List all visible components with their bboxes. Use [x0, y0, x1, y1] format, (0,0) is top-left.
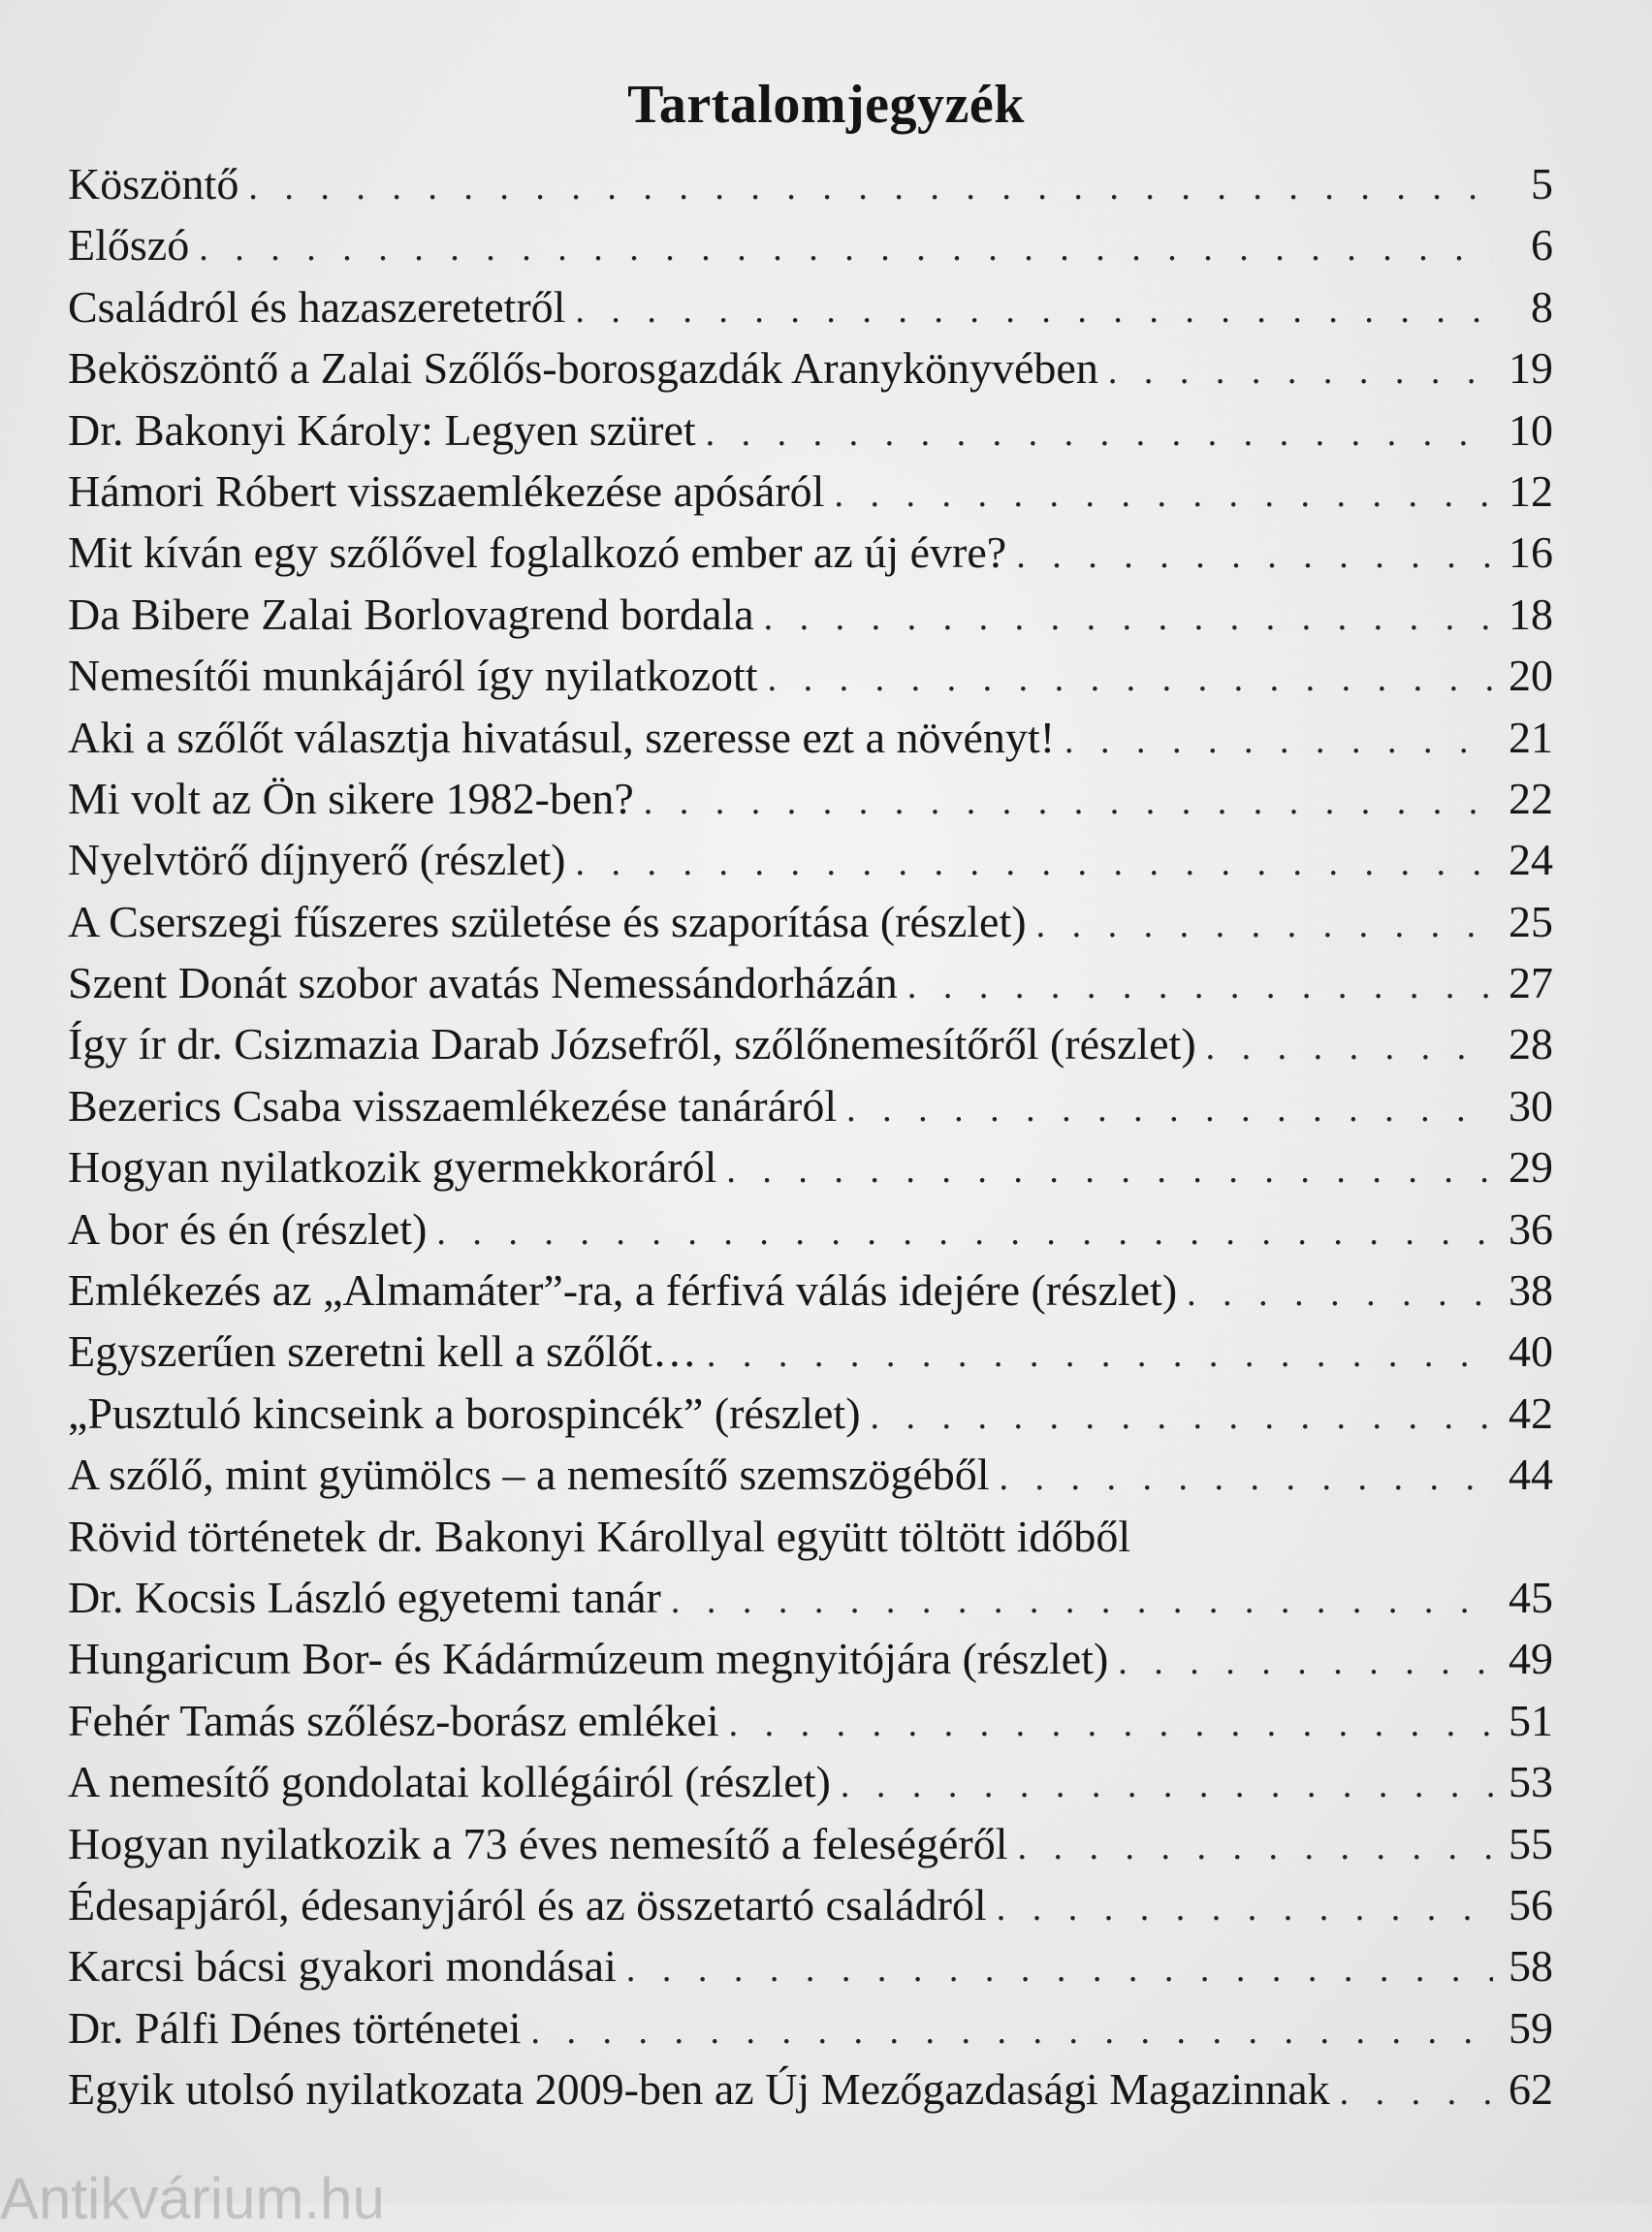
- toc-entry-title: Emlékezés az „Almamáter”-ra, a férfivá válás idejére (részlet): [68, 1265, 1178, 1316]
- toc-entry-title: Hogyan nyilatkozik a 73 éves nemesítő a feleségéről: [68, 1818, 1008, 1868]
- dot-leader: [1018, 1817, 1493, 1878]
- dot-leader: [841, 1755, 1493, 1816]
- toc-entry-title: Így ír dr. Csizmazia Darab Józsefről, szőlőnemesítőről (részlet): [68, 1019, 1196, 1069]
- toc-entry-page: 59: [1509, 2002, 1553, 2053]
- toc-entry-title: A Cserszegi fűszeres születése és szaporítása (részlet): [68, 896, 1027, 946]
- toc-entry-page: 6: [1531, 220, 1553, 271]
- toc-entry-page: 44: [1509, 1450, 1553, 1500]
- toc-entry-title: Da Bibere Zalai Borlovagrend bordala: [68, 589, 754, 639]
- dot-leader: [1206, 1017, 1493, 1078]
- dot-leader: [575, 280, 1493, 341]
- toc-entry-page: 19: [1509, 343, 1553, 394]
- toc-entry-title: Bezerics Csaba visszaemlékezése tanáráról: [68, 1080, 838, 1131]
- toc-entry: [68, 1813, 1553, 1874]
- toc-entry-title: Családról és hazaszeretetről: [68, 281, 566, 332]
- toc-entry: [68, 1136, 1553, 1197]
- toc-entry-title: Egyszerűen szeretni kell a szőlőt…: [68, 1326, 697, 1377]
- toc-entry-title: A szőlő, mint gyümölcs – a nemesítő szemszögéből: [68, 1450, 990, 1500]
- toc-entry: [68, 1444, 1553, 1505]
- toc-entry: [68, 1997, 1553, 2058]
- toc-entry-title: Karcsi bácsi gyakori mondásai: [68, 1941, 617, 1992]
- dot-leader: [1064, 711, 1493, 772]
- toc-entry: [68, 1383, 1553, 1444]
- toc-entry-page: 53: [1509, 1757, 1553, 1807]
- toc-entry: [68, 584, 1553, 645]
- toc-entry-title: Dr. Bakonyi Károly: Legyen szüret: [68, 404, 696, 455]
- toc-entry: [68, 1013, 1553, 1074]
- toc-entry: [68, 522, 1553, 583]
- toc-entry: [68, 952, 1553, 1013]
- toc-entry-title: Fehér Tamás szőlész-borász emlékei: [68, 1695, 719, 1745]
- dot-leader: [531, 2001, 1493, 2062]
- dot-leader: [1187, 1263, 1493, 1324]
- toc-entry-heading: [68, 1506, 1553, 1567]
- toc-entry: [68, 1751, 1553, 1812]
- toc-entry-page: 42: [1509, 1387, 1553, 1438]
- toc-entry: [68, 891, 1553, 952]
- dot-leader: [764, 588, 1493, 649]
- toc-entry-title: Mit kíván egy szőlővel foglalkozó ember az új évre?: [68, 527, 1007, 578]
- toc-entry-page: 40: [1509, 1326, 1553, 1377]
- dot-leader: [726, 1140, 1493, 1201]
- toc-entry-page: 12: [1509, 465, 1553, 516]
- toc-entry: [68, 337, 1553, 399]
- dot-leader: [248, 157, 1493, 218]
- dot-leader: [706, 403, 1493, 464]
- toc-entry-title: Hungaricum Bor- és Kádármúzeum megnyitójára (részlet): [68, 1634, 1109, 1684]
- dot-leader: [729, 1694, 1493, 1755]
- toc-entry: [68, 1690, 1553, 1751]
- toc-entry-title: Előszó: [68, 220, 190, 271]
- dot-leader: [626, 1939, 1493, 2000]
- dot-leader: [997, 1878, 1493, 1939]
- dot-leader: [1340, 2062, 1493, 2123]
- toc-entry: [68, 1874, 1553, 1935]
- toc-entry: [68, 1075, 1553, 1136]
- toc-entry-title: Édesapjáról, édesanyjáról és az összetartó családról: [68, 1879, 987, 1929]
- toc-entry: [68, 2058, 1553, 2120]
- toc-entry-page: 56: [1509, 1879, 1553, 1929]
- toc-entry-page: 5: [1531, 159, 1553, 208]
- dot-leader: [834, 464, 1493, 526]
- dot-leader: [644, 772, 1493, 833]
- toc-entry-page: 16: [1509, 527, 1553, 578]
- toc-entry-page: 51: [1509, 1695, 1553, 1745]
- toc-entry: [68, 1321, 1553, 1382]
- toc-entry: [68, 645, 1553, 706]
- dot-leader: [1000, 1448, 1493, 1509]
- toc-entry-title: Nemesítői munkájáról így nyilatkozott: [68, 651, 758, 701]
- toc-entry-page: 36: [1509, 1203, 1553, 1254]
- dot-leader: [907, 956, 1493, 1017]
- toc-entry-page: 24: [1509, 835, 1553, 885]
- dot-leader: [871, 1387, 1493, 1448]
- watermark: Antikvárium.hu: [0, 2166, 385, 2231]
- dot-leader: [575, 833, 1493, 894]
- dot-leader: [768, 649, 1493, 710]
- dot-leader: [707, 1324, 1493, 1386]
- toc-entry: [68, 1259, 1553, 1321]
- toc-entry: [68, 399, 1553, 461]
- dot-leader: [1118, 1632, 1493, 1693]
- toc-entry-title: A bor és én (részlet): [68, 1203, 428, 1254]
- toc-entry: [68, 1567, 1553, 1628]
- toc-entry: [68, 214, 1553, 275]
- toc-entry-page: 18: [1509, 589, 1553, 639]
- toc-entry-title: Dr. Pálfi Dénes történetei: [68, 2002, 522, 2053]
- toc-entry: [68, 707, 1553, 768]
- toc-entry-title: Beköszöntő a Zalai Szőlős-borosgazdák Aranykönyvében: [68, 343, 1098, 394]
- toc-entry-page: 27: [1509, 958, 1553, 1008]
- toc-entry-page: 22: [1509, 773, 1553, 823]
- toc-entry-title: Egyik utolsó nyilatkozata 2009-ben az Új Mezőgazdasági Magazinnak: [68, 2064, 1330, 2115]
- toc-entry-title: Aki a szőlőt választja hivatásul, szeresse ezt a növényt!: [68, 712, 1056, 762]
- dot-leader: [1036, 895, 1493, 956]
- toc-entry: [68, 1198, 1553, 1259]
- toc-entry-page: 10: [1509, 404, 1553, 455]
- toc-entry-page: 20: [1509, 651, 1553, 701]
- toc-entry: [68, 461, 1553, 522]
- toc-entry-title: Dr. Kocsis László egyetemi tanár: [68, 1572, 661, 1622]
- toc-entry-page: 55: [1509, 1818, 1553, 1868]
- dot-leader: [1108, 341, 1493, 402]
- toc-entry-title: Rövid történetek dr. Bakonyi Károllyal együtt töltött időből: [68, 1511, 1131, 1561]
- toc-entry-page: 58: [1509, 1941, 1553, 1992]
- dot-leader: [199, 218, 1493, 279]
- page-title: Tartalomjegyzék: [627, 74, 1025, 135]
- toc-entry-title: Mi volt az Ön sikere 1982-ben?: [68, 773, 634, 823]
- toc-entry-page: 28: [1509, 1019, 1553, 1069]
- toc-entry-page: 49: [1509, 1634, 1553, 1684]
- toc-entry-page: 30: [1509, 1080, 1553, 1131]
- dot-leader: [436, 1202, 1493, 1263]
- dot-leader: [1016, 526, 1493, 587]
- toc-entry-page: 62: [1509, 2064, 1553, 2115]
- toc-entry: [68, 829, 1553, 890]
- toc-entry-page: 29: [1509, 1142, 1553, 1193]
- toc-entry-title: Hogyan nyilatkozik gyermekkoráról: [68, 1142, 717, 1193]
- toc-entry-page: 38: [1509, 1265, 1553, 1316]
- dot-leader: [846, 1079, 1493, 1140]
- dot-leader: [671, 1571, 1493, 1632]
- toc-entry-title: Nyelvtörő díjnyerő (részlet): [68, 835, 566, 885]
- toc-entry-page: 45: [1509, 1572, 1553, 1622]
- toc-entry: [68, 1935, 1553, 1996]
- toc-entry: [68, 1628, 1553, 1689]
- toc-entry: [68, 276, 1553, 337]
- toc-entry: [68, 768, 1553, 829]
- toc-entry: [68, 153, 1553, 214]
- toc-entry-title: Szent Donát szobor avatás Nemessándorházán: [68, 958, 898, 1008]
- toc-entry-page: 25: [1509, 896, 1553, 946]
- toc-entry-page: 8: [1531, 281, 1553, 332]
- toc-entry-title: Köszöntő: [68, 159, 239, 208]
- toc-entry-title: A nemesítő gondolatai kollégáiról (részlet): [68, 1757, 831, 1807]
- toc-entry-title: Hámori Róbert visszaemlékezése apósáról: [68, 465, 825, 516]
- toc-entry-title: „Pusztuló kincseink a borospincék” (részlet): [68, 1387, 861, 1438]
- toc-entry-page: 21: [1509, 712, 1553, 762]
- table-of-contents: [68, 153, 1553, 2120]
